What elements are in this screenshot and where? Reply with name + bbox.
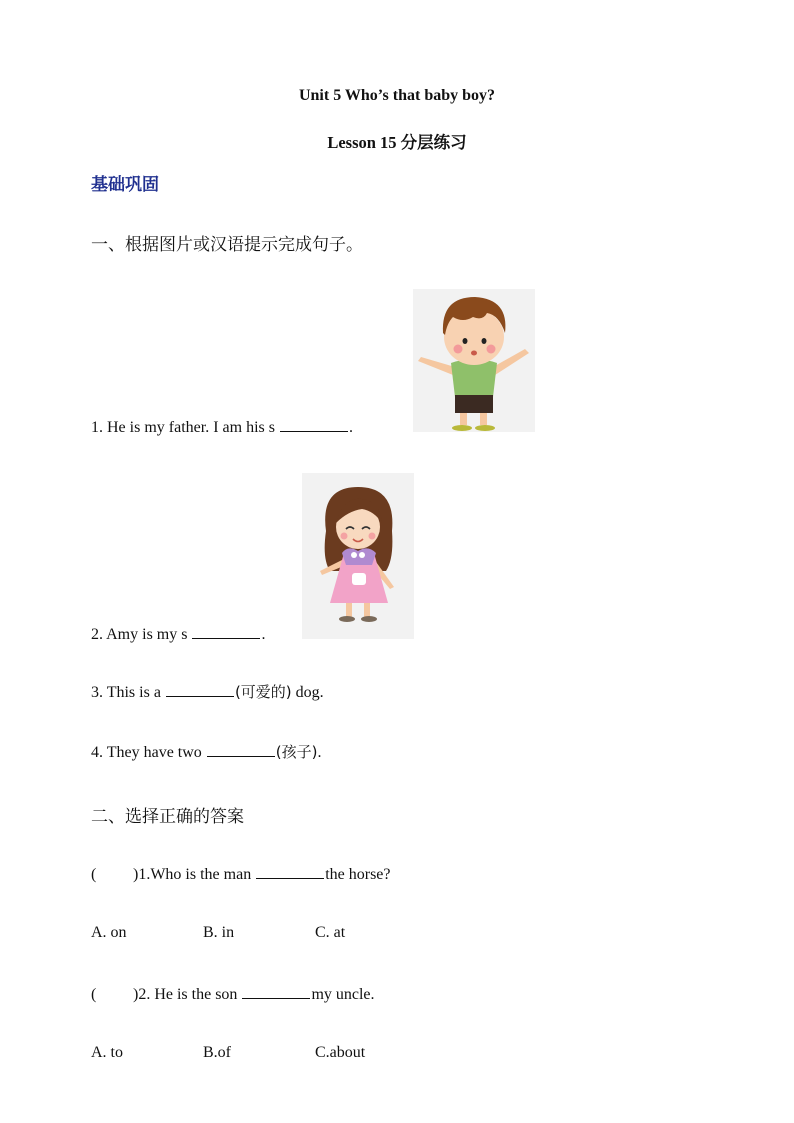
q2-text-before: 2. Amy is my s (91, 626, 192, 643)
q4-hint: (孩子) (275, 743, 318, 761)
answer-paren-open[interactable]: ( (91, 986, 97, 1003)
answer-paren-open[interactable]: ( (91, 866, 97, 883)
option-b[interactable]: B.of (203, 1044, 231, 1061)
lesson-subtitle: Lesson 15 分层练习 (327, 133, 467, 152)
girl-cartoon-image (302, 473, 414, 639)
boy-cartoon-image (413, 289, 535, 432)
q3-text-after: dog. (291, 684, 324, 701)
q2-1-text-before: )1.Who is the man (133, 866, 256, 883)
option-a[interactable]: A. on (91, 924, 127, 941)
q2-text-after: . (261, 626, 266, 643)
option-c[interactable]: C.about (315, 1044, 366, 1061)
girl-cartoon-icon (302, 473, 414, 639)
q4-text-before: 4. They have two (91, 744, 206, 761)
answer-blank[interactable] (242, 984, 310, 999)
q3-hint: (可爱的) (234, 683, 292, 701)
boy-cartoon-icon (413, 289, 535, 432)
answer-blank[interactable] (280, 417, 348, 432)
q1-text-after: . (348, 419, 353, 436)
answer-blank[interactable] (256, 864, 324, 879)
question-1-3 (91, 682, 324, 703)
q3-text-before: 3. This is a (91, 684, 165, 701)
page-title: Unit 5 Who’s that baby boy? (298, 87, 496, 104)
question-1-1 (91, 417, 353, 438)
q2-2-text-before: )2. He is the son (133, 986, 242, 1003)
q1-text-before: 1. He is my father. I am his s (91, 419, 279, 436)
question-2-2 (91, 984, 375, 1005)
part1-heading: 一、根据图片或汉语提示完成句子。 (91, 235, 363, 255)
question-1-4 (91, 742, 322, 763)
q4-text-after: . (317, 744, 322, 761)
q2-2-text-after: my uncle. (311, 986, 375, 1003)
question-1-2 (91, 624, 265, 645)
option-a[interactable]: A. to (91, 1044, 123, 1061)
option-b[interactable]: B. in (203, 924, 235, 941)
section-basic-label: 基础巩固 (91, 175, 159, 195)
answer-blank[interactable] (192, 624, 260, 639)
part2-heading: 二、选择正确的答案 (91, 807, 244, 827)
option-c[interactable]: C. at (315, 924, 346, 941)
answer-blank[interactable] (207, 742, 275, 757)
question-2-1 (91, 864, 391, 885)
q2-1-text-after: the horse? (325, 866, 391, 883)
answer-blank[interactable] (166, 682, 234, 697)
